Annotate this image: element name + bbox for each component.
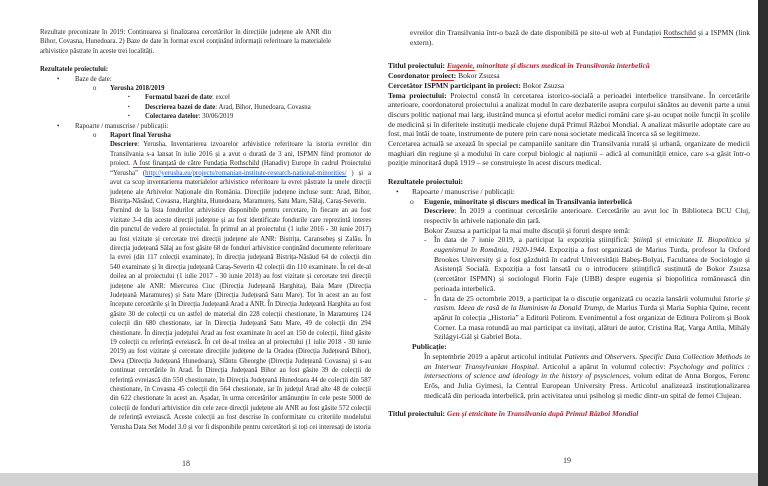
- volume-title-italic: Psychology and politics : intersections of science and ideology in the history of psysciences: [424, 361, 751, 381]
- square-bullet-icon: ▪: [128, 114, 130, 120]
- intro-paragraph: Rezultate preconizate în 2019: Continuarea și finalizarea cercetărilor în direcțiile județene ale ANR din Bihor, Covasna, Hunedoara. 2) Baze de date în format excel conținând informații referitoare la materialele arhivistice păstrate în aceste trei localități.: [40, 29, 331, 55]
- circle-bullet-icon: o: [93, 132, 97, 140]
- text-run: , de Marius Turda și Maria Sophia Quine, recent apărut în colecția „Historia” a Editurii Polirom. Evenimentul a fost organizat de Editura Polirom și Book Corner. La masa rotundă au mai participat ca invitați, alături de autor, Cristina Raț, Varga Attila, Mihály Szilágyi-Gál și Gabriel Bota.: [434, 303, 750, 342]
- report-description: [110, 140, 371, 432]
- description-label: Descriere: [110, 141, 138, 149]
- description-paragraph-1: [110, 140, 371, 206]
- event-item-1: [434, 235, 750, 293]
- text-run: În data de 25 octombrie 2019, a participat la o discuție organizată cu ocazia lansării volumului: [434, 293, 724, 303]
- project-heading: Eugenie, minoritate și discurs medical în Transilvania interbelică: [424, 196, 633, 206]
- list-item: [40, 131, 371, 140]
- bullet-icon: •: [396, 186, 399, 196]
- page-18-content: [40, 28, 371, 432]
- field-format: [145, 93, 371, 102]
- text-run: evreilor din Transilvania într-o bază de date disponibilă pe site-ul web al Fundației: [410, 28, 664, 37]
- field-value: : 30/06/2019: [198, 113, 234, 121]
- field-label: Descrierea bazei de date: [145, 103, 216, 111]
- list-item: [388, 197, 750, 207]
- text-run: Coordonator: [388, 71, 432, 81]
- viewer-bottom-edge: [0, 473, 768, 486]
- researcher-label: Cercetător ISPMN participant în proiect:: [388, 80, 521, 90]
- coordinator-line: [388, 71, 750, 81]
- description-label: Descriere: [424, 206, 455, 216]
- text-run: (Hanadiv) Europe în cadrul Proiectului “Yerusha” (: [110, 160, 371, 177]
- field-label: Formatul bazei de date: [145, 94, 213, 102]
- square-bullet-icon: ▪: [128, 104, 130, 110]
- theme-label: Tema proiectului:: [388, 90, 447, 100]
- theme-paragraph-1: [388, 91, 750, 140]
- spacer: [388, 168, 750, 177]
- project-title-red: Gen și etnicitate în Transilvania după Primul Război Mondial: [446, 409, 639, 419]
- researcher-value: Bokor Zsuzsa: [520, 80, 565, 90]
- spacer: [388, 47, 750, 56]
- event-item-2: [434, 294, 750, 343]
- list-item: [40, 84, 371, 93]
- publication-heading: Publicație:: [412, 342, 447, 352]
- text-run: Proiectul constă în cercetarea istorico-socială a perioadei interbelice transilvane. În cercetările anterioare, coordonatorul proiectului a analizat modul în care dezbaterile asupra corpului sănătos au devenit parte a unui discurs politic național mai larg, ilustrând munca și efortul acelor medici români care și-au ocupat noile funcții în școlile de medicină și în diferitele instituții medicale clujene după Primul Război Mondial. A analizat măsurile adoptate care au fost, mai întâi de toate, instrumente de putere prin care noua societate medicală încerca să se legitimeze.: [388, 90, 750, 139]
- publication-paragraph: [424, 352, 750, 401]
- field-value: : Arad, Bihor, Hunedoara, Covasna: [215, 103, 311, 111]
- results-heading: Rezultatele proiectului:: [40, 66, 109, 74]
- red-underline-annotation: Rothschild: [663, 28, 696, 37]
- bullet-icon: •: [57, 122, 60, 130]
- dash-bullet-icon: -: [424, 235, 427, 245]
- text-run: :: [453, 71, 457, 81]
- page-19-content: [388, 28, 750, 419]
- description-paragraph-1: [424, 206, 750, 225]
- results-heading: Rezultatele proiectului:: [388, 177, 464, 187]
- text-run: : Yerusha, Inventarierea izvoarelor arhivistice referitoare la istoria evreilor din Transilvania s-a lansat în iulie 2016 și a avut o durată de 3 ani, ISPMN fiind promotor de proiect.: [110, 141, 371, 168]
- text-run: și a ISPMN (link extern).: [410, 28, 750, 47]
- project-title-line-1: [388, 61, 750, 71]
- researcher-line: [388, 81, 750, 91]
- project-description: [412, 206, 751, 400]
- dash-list-item: [424, 235, 750, 293]
- text-run: ) și a avut ca scop inventarierea materialelor arhivistice referitoare la evrei păstrate la unele direcții județene ale Arhivelor Naționale din România. Direcțiile județene incluse sunt: Arad, Bihor, Bistrița-Năsăud, Covasna, Harghita, Hunedoara, Maramureș, Satu Mare, Sălaj, Caraș-Severin.: [110, 169, 371, 205]
- text-run: În data de 7 iunie 2019, a participat la expoziția științifică:: [434, 235, 633, 245]
- spacer: [388, 400, 750, 409]
- coordinator-value: Bokor Zsuzsa: [456, 71, 500, 81]
- list-item: [40, 103, 371, 112]
- circle-bullet-icon: o: [410, 196, 414, 206]
- theme-paragraph-2: Cercetarea actuală se axează în special pe campaniile sanitare din Transilvania rurală și urbană, organizate de medicii maghiari din regiune și a modului în care corpul biologic al națiunii – adică al comunității etnice, care s-a găsit într-o poziție minoritară după 1919 – se construiește în acest discurs medical.: [388, 139, 750, 168]
- circle-bullet-icon: o: [93, 85, 97, 93]
- yerusha-hyperlink[interactable]: http://yerusha.eu/projects/romanian-institute-research-national-minorities/: [145, 169, 347, 177]
- list-item: [388, 187, 750, 197]
- list-item: [40, 75, 371, 84]
- list-item-label: Baze de date:: [75, 75, 112, 83]
- list-item: [40, 122, 371, 131]
- text-run: : În 2019 a continuat cercetările anterioare. Cercetările au avut loc în Biblioteca BCU Cluj, respectiv în arhivele naționale din țară.: [424, 206, 750, 225]
- field-description: [145, 103, 371, 112]
- title-label: Titlul proiectului:: [388, 409, 447, 419]
- list-item-label: Rapoarte / manuscrise / publicații:: [75, 122, 169, 130]
- red-underline-annotation: Eugenie,: [446, 61, 475, 71]
- description-paragraph-2: Pornind de la lista fondurilor arhivistice disponibile pentru cercetare, în fiecare an au fost vizitate 3-4 din aceste direcții județene și au fost identificate fondurile care reprezintă interes din punctul de vedere al proiectului. În primul an al proiectului (1 iulie 2016 - 30 iunie 2017) au fost vizitate și cercetate trei direcții județene ale ANR: Bistrița, Caransebeș și Zalău. În direcția județeană Sălaj au fost găsite 68 de fonduri arhivistice conținând documente referitoare la evrei (din 117 colecții examinate), în direcția județeană Bistrița-Năsăud 64 de colecții din 540 examinate și în direcția județeană Caraș-Severin 42 colecții din 110 examinate. În cel de-al doilea an al proiectului (1 iulie 2017 - 30 iunie 2018) au fost vizitate și cercetate trei direcții județene ale ANR: Miercurea Ciuc (Direcția Județeană Harghita), Baia Mare (Direcția Județeană Maramureș) și Satu Mare (Direcția Județeană Satu Mare). Tot în acest an au fost începute cercetările și în Direcția Județeană Arad a ANR. În Direcția Județeană Harghita au fost găsite 30 de colecții cu un astfel de material din 228 colecții chestionate, în Maramureș 124 colecții din 680 chestionate, iar în Direcția Județeană Satu Mare, 49 de colecții din 294 chestionate. În direcția județului Arad au fost examinate în acel an 150 de colecții, fiind găsite 19 colecții cu referință evreiască. În cel de-al treilea an al proiectului (1 iulie 2018 - 30 iunie 2019) au fost vizitate și cercetate direcțiile județene de la Oradea (Direcția Județeană Bihor), Deva (Direcția Județeană Hunedoara), Sfântu Gheorghe (Direcția Județeană Covasna) și s-au continuat cercetările în Arad. În Direcția Județeană Bihor au fost găsite 39 de colecții de referință evreiască din 550 chestionate, în Direcția Județeană Hunedoara 44 de colecții din 587 chestionate, în Covasna 45 colecții din 564 chestionate, iar în județul Arad alte 48 de colecții din 622 chestionate în acest an. Așadar, în urma cercetărilor amănunțite în cele peste 5000 de colecții de fonduri arhivistice din cele zece direcții județene ale ANR au fost găsite 572 colecții de referință evreiască. Aceste colecții au fost descrise în conformitate cu criteriile modelului Yerusha Data Set Model 3.0 și vor fi disponibile pentru cercetători și toți cei interesați de istoria: [110, 207, 371, 431]
- dash-bullet-icon: -: [424, 293, 427, 303]
- yerusha-heading: Yerusha 2018/2019: [110, 85, 165, 93]
- field-value: : excel: [212, 94, 230, 102]
- continuation-paragraph: [410, 28, 750, 47]
- viewer-background-strip: [758, 0, 768, 486]
- red-underline-annotation: proiect: [431, 71, 454, 81]
- project-title-red: minoritate și discurs medical în Transilvania interbelică: [474, 61, 650, 71]
- bullet-icon: •: [57, 75, 60, 83]
- spacer: [40, 56, 371, 65]
- dash-list-item: [424, 294, 750, 343]
- title-label: Titlul proiectului:: [388, 61, 447, 71]
- field-label: Colectarea datelor: [145, 113, 199, 121]
- project-title-line-2: [388, 409, 750, 419]
- text-run: În septembrie 2019 a apărut articolul intitulat: [424, 351, 565, 361]
- text-run: . Expoziția a fost organizată de Marius Turda, profesor la Oxford Brookes University și a fost găzduită în cadrul Universității Babeș-Bolyai, Facultatea de Sociologie și Asistență Socială. Expoziția a fost lansată cu o introducere științifică susținută de Bokor Zsuzsa (cercetător ISPMN) și sociologul Florin Faje (UBB) despre eugenia și biopolitica românească din perioada interbelică.: [434, 245, 750, 293]
- field-collection: [145, 112, 371, 121]
- page-number-19: 19: [563, 456, 571, 465]
- square-bullet-icon: ▪: [128, 95, 130, 101]
- page-number-18: 18: [182, 459, 190, 468]
- article-title-italic: Patients and Observers. Specific Data Collection Methods in an Interwar Transylvanian Hospital: [424, 351, 750, 371]
- list-item-label: Rapoarte / manuscrise / publicații:: [412, 186, 515, 196]
- book-title-italic: Istorie și rasism. Ideea de rasă de la Iluminism la Donald Trump: [434, 293, 750, 313]
- list-item: [40, 112, 371, 121]
- text-run: . Articolul a apărut în volumul colectiv:: [537, 361, 670, 371]
- list-item: [40, 93, 371, 102]
- description-paragraph-2: Bokor Zsuzsa a participat la mai multe discuții și foruri despre temă:: [424, 225, 630, 235]
- text-run: , volum editat de Anna Borgos, Ferenc Erős, and Julia Gyimesi, la Central European University Press. Articolul analizează instituționalizarea medicală din perioada interbelică, prin activitatea unui psiholog și medic dintr-un spital de femei Clujean.: [424, 371, 750, 400]
- red-underline-annotation: A fost finanțată de către Fundația Rothschild: [132, 160, 260, 168]
- report-heading: Raport final Yerusha: [110, 132, 171, 140]
- exhibition-title-italic: Știință și etnicitate II. Biopolitica și eugenismul în România, 1920-1944: [434, 235, 750, 255]
